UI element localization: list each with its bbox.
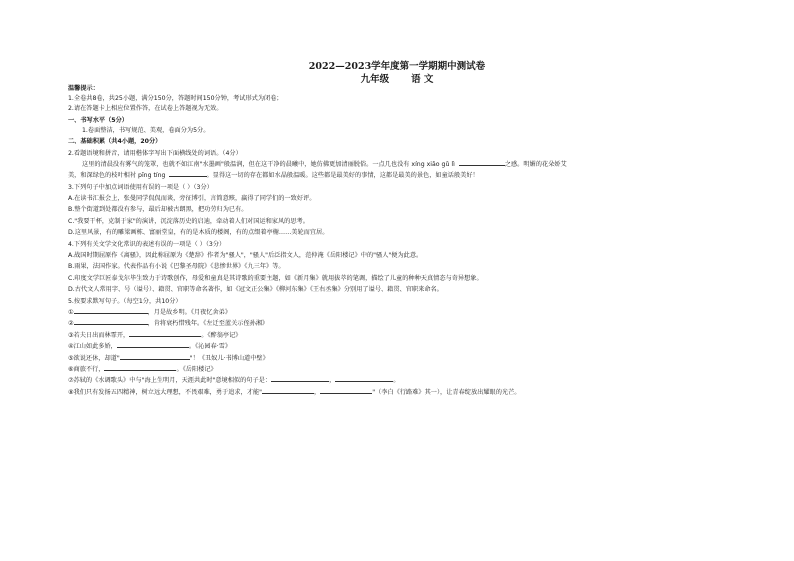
recitation-prefix: ⑤欲说还休，却道" <box>68 354 120 362</box>
subject-label: 语 文 <box>411 74 434 85</box>
answer-blank[interactable] <box>120 353 190 360</box>
recitation-suffix: 。《沁园春·雪》 <box>188 343 232 351</box>
recitation-suffix: 。《醉翁亭记》 <box>201 331 242 339</box>
recitation-suffix: 。 <box>393 377 400 385</box>
recitation-item <box>68 375 733 386</box>
question-3-option: C."我要干杯，克制于家"的演讲，沉淀落历史的启迪，牵动着人们对国运和家风的思考。 <box>68 217 309 225</box>
question-4-stem: 4.下列有关文学文化常识的表述有误的一项是（ ）（3分） <box>68 240 226 248</box>
answer-blank[interactable] <box>169 170 207 177</box>
recitation-prefix: ⑧我们只有发扬五四精神，树立远大理想，不畏艰难，勇于追求，才能" <box>68 388 263 396</box>
answer-blank[interactable] <box>459 159 505 166</box>
recitation-item <box>68 307 733 318</box>
recitation-item <box>68 330 733 341</box>
answer-blank[interactable] <box>117 341 189 348</box>
question-3-stem: 3.下列句子中加点词语使用有误的一项是（ ）（3分） <box>68 183 213 191</box>
recitation-suffix: "！《丑奴儿·书博山道中壁》 <box>189 354 269 362</box>
recitation-prefix: ⑦苏轼的《水调歌头》中与"海上生明月，天涯共此时"意境相似的句子是： <box>68 377 272 385</box>
question-3-option: D.这里风景，有的雕梁画栋、富丽堂皇，有的是木质的楼阁，有的点缀着亭榭……美轮而宜居。 <box>68 229 329 237</box>
recitation-separator: ， <box>329 377 336 385</box>
question-2-passage <box>68 170 733 181</box>
recitation-item <box>68 353 733 364</box>
notice-item: 1.全卷共8卷，共25小题，满分150分，答题时间150分钟，考试形式为闭卷； <box>68 95 283 103</box>
recitation-separator: ， <box>314 388 321 396</box>
notice-heading: 温馨提示： <box>68 85 99 92</box>
section-heading: 一、书写水平（5分） <box>68 116 128 124</box>
passage-text: 之感。明媚的花朵娇艾 <box>504 160 567 168</box>
passage-text: 这里的清晨没有雾气的笼罩，也就不如江南"水墨画"般温润，但在这干净的晨曦中，她仿佛更加清丽脱俗。一点几也没有 xíng xiāo gǔ lì <box>82 160 455 168</box>
recitation-prefix: ⑥商旅不行， <box>68 365 105 373</box>
section-heading: 二、基础积累（共4小题，20分） <box>68 138 162 146</box>
recitation-item <box>68 318 733 329</box>
recitation-prefix: ① <box>68 309 74 316</box>
recitation-item <box>68 387 733 398</box>
answer-blank[interactable] <box>129 330 201 337</box>
question-5-stem: 5.按要求默写句子。（每空1分，共10分） <box>68 297 182 305</box>
answer-blank[interactable] <box>320 387 372 394</box>
answer-blank[interactable] <box>262 387 314 394</box>
question-4-option: C.印度文学巨匠泰戈尔毕生致力于诗歌创作，母爱和童真是其诗歌的重要主题，如《新月集》就用拔萃的笔调，描绘了儿童的种种天真情态与奇异想象。 <box>68 274 483 282</box>
question-3-option: B.整个街道到处都没有参与，最后却被古朗黑，把功劳归为已有。 <box>68 206 248 214</box>
question-4-option: B.雨果，法国作家。代表作品有小说《巴黎圣母院》《悲惨世界》《九三年》等。 <box>68 263 285 271</box>
recitation-suffix: ，肯将衰朽惜残年。《左迁至蓝关示侄孙湘》 <box>147 320 269 328</box>
recitation-prefix: ② <box>68 320 74 328</box>
question-4-option: D.古代文人常用字、号（谥号）、籍贯、官职等命名著作，如《冠文正公集》《柳河东集》《王右丞集》分别用了谥号、籍贯、官职来命名。 <box>68 286 443 294</box>
answer-blank[interactable] <box>335 375 393 382</box>
answer-blank[interactable] <box>271 375 329 382</box>
answer-blank[interactable] <box>74 318 148 325</box>
exam-subtitle <box>0 71 794 85</box>
exam-body <box>68 84 733 398</box>
recitation-suffix: ，月是故乡明。《月夜忆舍弟》 <box>147 309 232 316</box>
passage-text: 美，和深绿色的枝叶相衬 pīng tíng <box>68 172 166 180</box>
answer-blank[interactable] <box>74 307 148 314</box>
question-3-option: A.在读书汇报会上，张曼同学侃侃而谈，旁征博引，言简意赅，赢得了同学们的一致好评。 <box>68 195 316 203</box>
recitation-suffix: "（李白《行路难》其一），让青春绽放出耀眼的光芒。 <box>372 388 521 396</box>
recitation-item <box>68 364 733 375</box>
exam-title: 2022—2023学年度第一学期期中测试卷 <box>308 61 486 72</box>
recitation-suffix: 。《岳阳楼记》 <box>176 365 217 373</box>
recitation-prefix: ④江山如此多娇， <box>68 343 117 351</box>
question-4-option: A.战国时期屈原作《离骚》，因此称屈原为《楚辞》作者为"骚人"，"骚人"后泛指文人，范仲淹《岳阳楼记》中的"骚人"便为此意。 <box>68 252 423 260</box>
passage-text: 。显得这一切的存在都如水晶般温暖。这些都是最美好的事情，这都是最美的景色，如童话般美好！ <box>206 172 479 180</box>
question-1: 1.卷面整洁，书写规范、美观，卷面分为5分。 <box>82 126 210 134</box>
question-2-passage <box>68 159 733 170</box>
grade-label: 九年级 <box>360 74 390 85</box>
answer-blank[interactable] <box>104 364 176 371</box>
question-2-stem: 2.看题语境和拼音，请用楷体字写出下面横线处的词语。（4分） <box>68 149 242 157</box>
recitation-item <box>68 341 733 352</box>
notice-item: 2.请在答题卡上相应位置作答，在试卷上答题视为无效。 <box>68 105 223 113</box>
recitation-prefix: ③若夫日出而林霏开， <box>68 331 130 339</box>
